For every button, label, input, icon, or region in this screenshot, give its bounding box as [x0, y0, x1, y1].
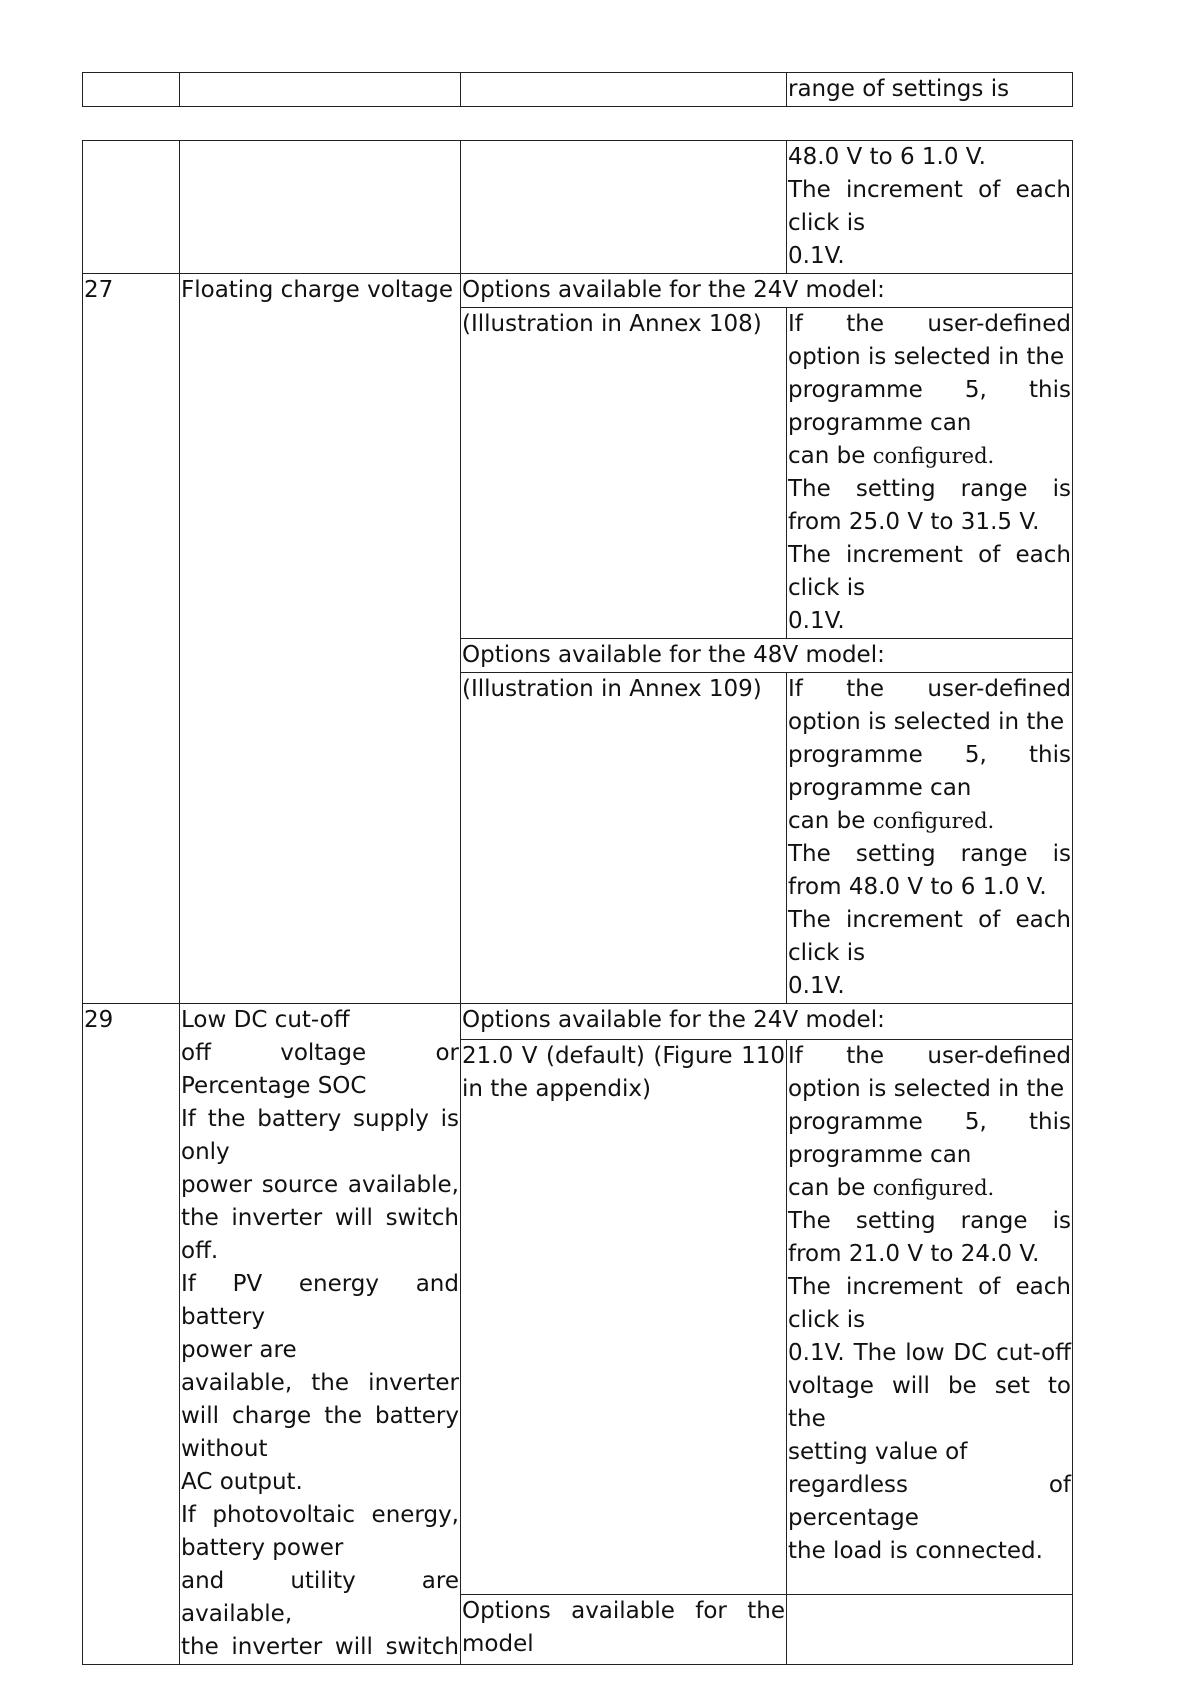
cell-range-text: range of settings is	[787, 73, 1073, 107]
cell-empty	[83, 141, 180, 274]
table-row	[83, 274, 1073, 308]
item-name: Low DC cut-off off voltage or Percentage SOC If the battery supply is only power source available, the inverter will switch off. If PV energy and battery power are available, the inverter will charge the battery without AC output. If photovoltaic energy, battery power and utility are available, the inverter will switch	[180, 1004, 461, 1665]
cell-empty	[180, 73, 461, 107]
cell-empty	[461, 73, 787, 107]
illustration-ref: (Illustration in Annex 109)	[461, 673, 787, 1004]
table-row	[83, 73, 1073, 107]
option-description: If the user-defined option is selected in the programme 5, this programme can can be configured. The setting range is from 21.0 V to 24.0 V. The increment of each click is 0.1V. The low DC cut-off voltage will be set to the setting value of regardless of percentage the load is connected.	[787, 1039, 1073, 1594]
option-header: Options available for the 24V model:	[461, 274, 1073, 308]
illustration-ref: (Illustration in Annex 108)	[461, 308, 787, 639]
item-name: Floating charge voltage	[180, 274, 461, 1004]
option-header: Options available for the 48V model:	[461, 639, 1073, 673]
option-header: Options available for the 24V model:	[461, 1004, 1073, 1040]
cell-empty	[787, 1594, 1073, 1664]
option-default: 21.0 V (default) (Figure 110 in the appendix)	[461, 1039, 787, 1594]
item-number: 29	[83, 1004, 180, 1665]
table-row	[83, 141, 1073, 274]
cell-empty	[83, 73, 180, 107]
settings-table	[82, 140, 1073, 1665]
top-table-fragment	[82, 72, 1073, 107]
option-description: If the user-defined option is selected in the programme 5, this programme can can be configured. The setting range is from 25.0 V to 31.5 V. The increment of each click is 0.1V.	[787, 308, 1073, 639]
option-description: If the user-defined option is selected in the programme 5, this programme can can be configured. The setting range is from 48.0 V to 6 1.0 V. The increment of each click is 0.1V.	[787, 673, 1073, 1004]
option-header: Options available for the model	[461, 1594, 787, 1664]
cell-empty	[180, 141, 461, 274]
item-number: 27	[83, 274, 180, 1004]
cell-empty	[461, 141, 787, 274]
cell-continued-range: 48.0 V to 6 1.0 V. The increment of each click is 0.1V.	[787, 141, 1073, 274]
table-row	[83, 1004, 1073, 1040]
